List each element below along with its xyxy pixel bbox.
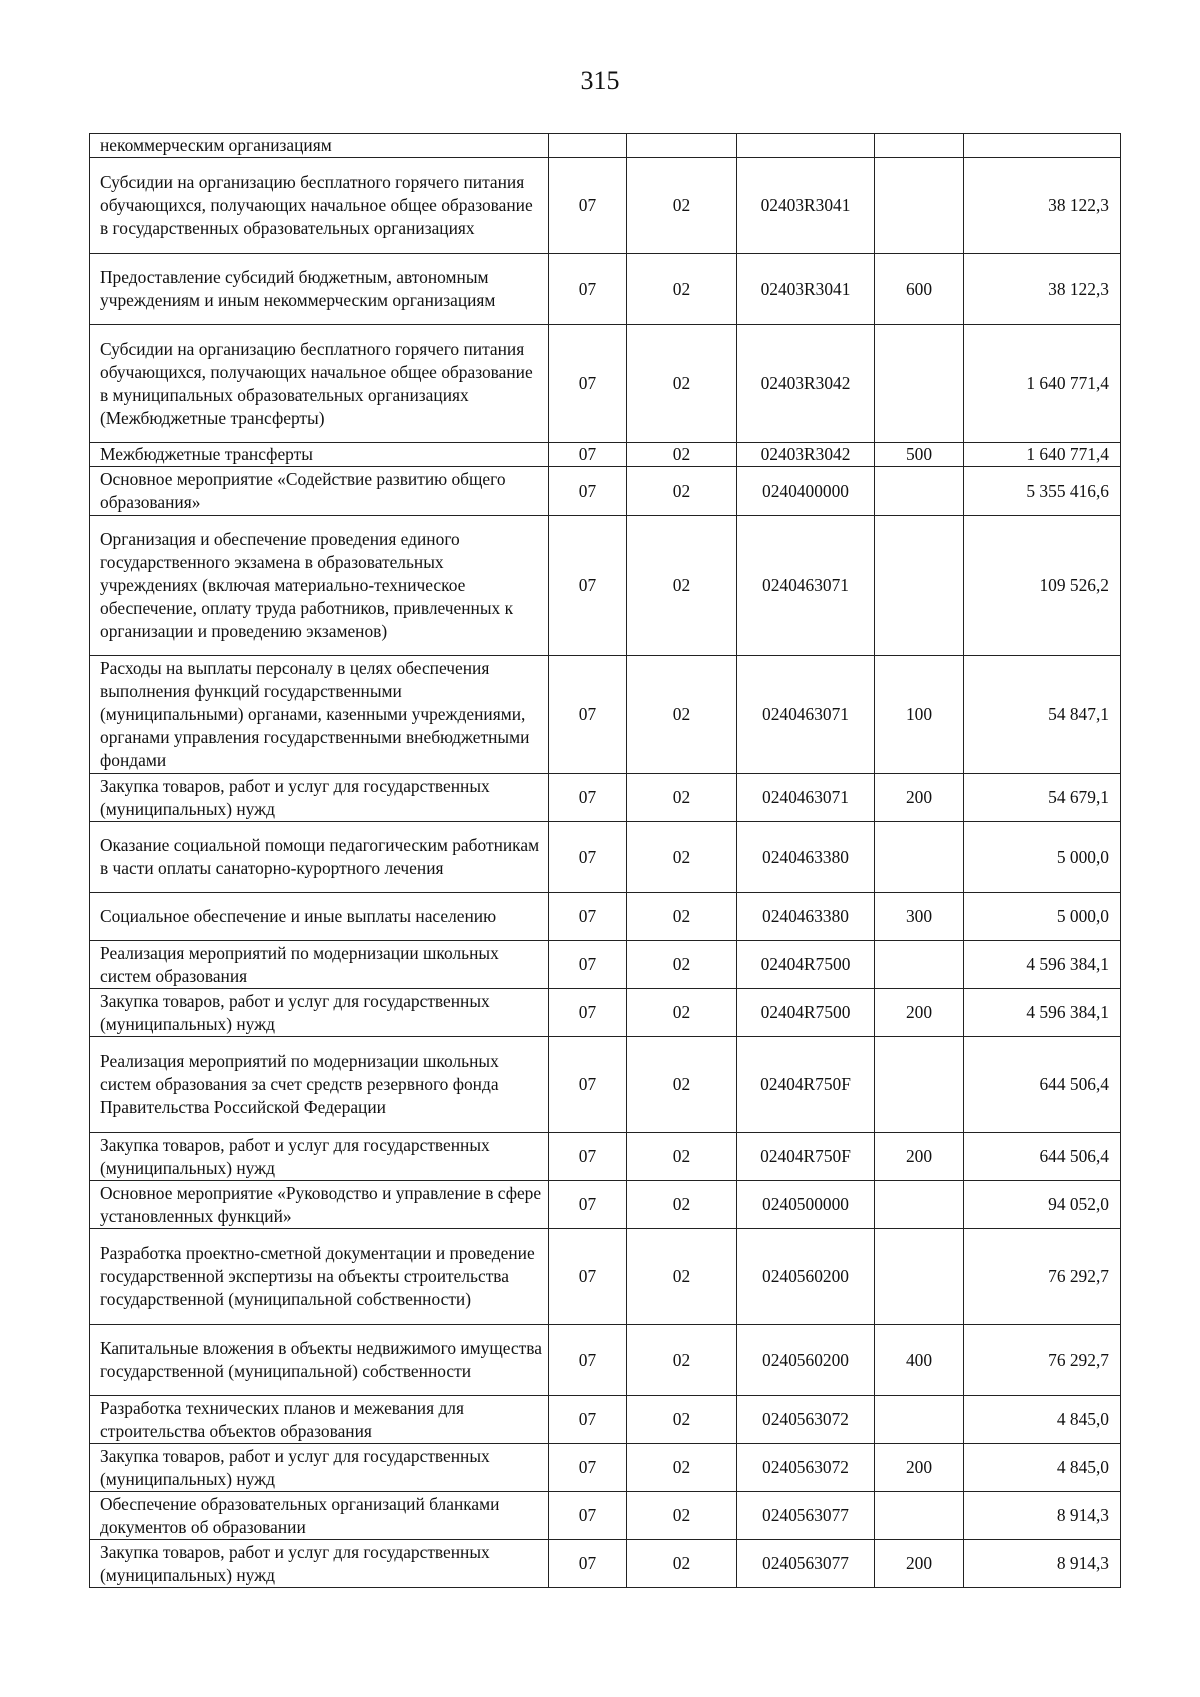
subsection-code-cell: 02: [627, 254, 737, 325]
subsection-code-cell: 02: [627, 774, 737, 822]
amount-cell: 1 640 771,4: [964, 325, 1121, 443]
expense-name-cell: Закупка товаров, работ и услуг для государственных (муниципальных) нужд: [90, 1133, 549, 1181]
amount-cell: 5 000,0: [964, 822, 1121, 893]
budget-table-body: [90, 134, 1121, 1588]
expense-type-cell: [875, 1181, 964, 1229]
expense-type-cell: 200: [875, 1133, 964, 1181]
subsection-code-cell: 02: [627, 467, 737, 516]
section-code-cell: 07: [549, 656, 627, 774]
section-code-cell: 07: [549, 1133, 627, 1181]
target-article-cell: 0240563072: [737, 1444, 875, 1492]
section-code-cell: 07: [549, 325, 627, 443]
target-article-cell: 0240463071: [737, 774, 875, 822]
section-code-cell: 07: [549, 1396, 627, 1444]
expense-name-cell: Закупка товаров, работ и услуг для государственных (муниципальных) нужд: [90, 1444, 549, 1492]
target-article-cell: 0240563072: [737, 1396, 875, 1444]
budget-table: [89, 133, 1121, 1588]
table-row: [90, 158, 1121, 254]
subsection-code-cell: 02: [627, 1037, 737, 1133]
amount-cell: [964, 134, 1121, 158]
amount-cell: 8 914,3: [964, 1540, 1121, 1588]
amount-cell: 8 914,3: [964, 1492, 1121, 1540]
target-article-cell: 0240400000: [737, 467, 875, 516]
target-article-cell: 0240500000: [737, 1181, 875, 1229]
expense-type-cell: 200: [875, 1540, 964, 1588]
subsection-code-cell: 02: [627, 516, 737, 656]
subsection-code-cell: 02: [627, 443, 737, 467]
expense-name-cell: Реализация мероприятий по модернизации школьных систем образования за счет средств резервного фонда Правительства Российской Федерации: [90, 1037, 549, 1133]
section-code-cell: 07: [549, 1492, 627, 1540]
expense-name-cell: Оказание социальной помощи педагогическим работникам в части оплаты санаторно-курортного лечения: [90, 822, 549, 893]
expense-type-cell: 400: [875, 1325, 964, 1396]
expense-type-cell: [875, 467, 964, 516]
expense-type-cell: [875, 325, 964, 443]
subsection-code-cell: 02: [627, 656, 737, 774]
section-code-cell: 07: [549, 1444, 627, 1492]
amount-cell: 76 292,7: [964, 1325, 1121, 1396]
amount-cell: 94 052,0: [964, 1181, 1121, 1229]
target-article-cell: 02403R3042: [737, 443, 875, 467]
table-row: [90, 467, 1121, 516]
table-row: [90, 325, 1121, 443]
target-article-cell: 0240463071: [737, 656, 875, 774]
section-code-cell: [549, 134, 627, 158]
target-article-cell: 0240463380: [737, 822, 875, 893]
section-code-cell: 07: [549, 254, 627, 325]
expense-type-cell: [875, 134, 964, 158]
expense-name-cell: Закупка товаров, работ и услуг для государственных (муниципальных) нужд: [90, 1540, 549, 1588]
expense-name-cell: Основное мероприятие «Содействие развитию общего образования»: [90, 467, 549, 516]
target-article-cell: 0240563077: [737, 1492, 875, 1540]
expense-type-cell: [875, 516, 964, 656]
target-article-cell: 02404R750F: [737, 1133, 875, 1181]
expense-name-cell: Закупка товаров, работ и услуг для государственных (муниципальных) нужд: [90, 989, 549, 1037]
table-row: [90, 774, 1121, 822]
expense-name-cell: Межбюджетные трансферты: [90, 443, 549, 467]
table-row: [90, 1492, 1121, 1540]
expense-type-cell: [875, 1037, 964, 1133]
target-article-cell: 02404R7500: [737, 941, 875, 989]
section-code-cell: 07: [549, 516, 627, 656]
expense-name-cell: Расходы на выплаты персоналу в целях обеспечения выполнения функций государственными (муниципальными) органами, казенными учреждениями, органами управления государственными внебюджетными фондами: [90, 656, 549, 774]
table-row: [90, 1444, 1121, 1492]
section-code-cell: 07: [549, 158, 627, 254]
amount-cell: 54 679,1: [964, 774, 1121, 822]
subsection-code-cell: 02: [627, 1540, 737, 1588]
table-row: [90, 1181, 1121, 1229]
target-article-cell: 0240560200: [737, 1229, 875, 1325]
amount-cell: 5 000,0: [964, 893, 1121, 941]
expense-type-cell: [875, 158, 964, 254]
expense-name-cell: Субсидии на организацию бесплатного горячего питания обучающихся, получающих начальное общее образование в муниципальных образовательных организациях (Межбюджетные трансферты): [90, 325, 549, 443]
expense-type-cell: 300: [875, 893, 964, 941]
amount-cell: 76 292,7: [964, 1229, 1121, 1325]
table-row: [90, 1540, 1121, 1588]
section-code-cell: 07: [549, 1037, 627, 1133]
amount-cell: 38 122,3: [964, 158, 1121, 254]
expense-name-cell: Основное мероприятие «Руководство и управление в сфере установленных функций»: [90, 1181, 549, 1229]
target-article-cell: 02403R3041: [737, 254, 875, 325]
subsection-code-cell: 02: [627, 822, 737, 893]
subsection-code-cell: 02: [627, 1492, 737, 1540]
target-article-cell: 02403R3041: [737, 158, 875, 254]
expense-name-cell: Разработка проектно-сметной документации и проведение государственной экспертизы на объекты строительства государственной (муниципальной собственности): [90, 1229, 549, 1325]
table-row: [90, 893, 1121, 941]
expense-type-cell: [875, 1396, 964, 1444]
amount-cell: 4 845,0: [964, 1444, 1121, 1492]
expense-type-cell: [875, 822, 964, 893]
page-number: 315: [580, 66, 620, 95]
subsection-code-cell: 02: [627, 1181, 737, 1229]
section-code-cell: 07: [549, 941, 627, 989]
amount-cell: 4 596 384,1: [964, 941, 1121, 989]
expense-type-cell: 200: [875, 989, 964, 1037]
expense-name-cell: Организация и обеспечение проведения единого государственного экзамена в образовательных учреждениях (включая материально-техническое обеспечение, оплату труда работников, привлеченных к организации и проведению экзаменов): [90, 516, 549, 656]
table-row: [90, 1396, 1121, 1444]
expense-name-cell: Капитальные вложения в объекты недвижимого имущества государственной (муниципальной) собственности: [90, 1325, 549, 1396]
amount-cell: 1 640 771,4: [964, 443, 1121, 467]
expense-name-cell: Предоставление субсидий бюджетным, автономным учреждениям и иным некоммерческим организациям: [90, 254, 549, 325]
target-article-cell: 0240463380: [737, 893, 875, 941]
subsection-code-cell: 02: [627, 1133, 737, 1181]
table-row: [90, 1037, 1121, 1133]
table-row: [90, 941, 1121, 989]
target-article-cell: 02404R750F: [737, 1037, 875, 1133]
expense-name-cell: Субсидии на организацию бесплатного горячего питания обучающихся, получающих начальное общее образование в государственных образовательных организациях: [90, 158, 549, 254]
amount-cell: 38 122,3: [964, 254, 1121, 325]
section-code-cell: 07: [549, 822, 627, 893]
table-row: [90, 1229, 1121, 1325]
expense-name-cell: Обеспечение образовательных организаций бланками документов об образовании: [90, 1492, 549, 1540]
target-article-cell: [737, 134, 875, 158]
expense-type-cell: 200: [875, 774, 964, 822]
amount-cell: 5 355 416,6: [964, 467, 1121, 516]
expense-name-cell: Закупка товаров, работ и услуг для государственных (муниципальных) нужд: [90, 774, 549, 822]
amount-cell: 644 506,4: [964, 1133, 1121, 1181]
table-row: [90, 989, 1121, 1037]
subsection-code-cell: 02: [627, 158, 737, 254]
expense-type-cell: [875, 941, 964, 989]
target-article-cell: 0240563077: [737, 1540, 875, 1588]
expense-name-cell: Разработка технических планов и межевания для строительства объектов образования: [90, 1396, 549, 1444]
table-row: [90, 254, 1121, 325]
target-article-cell: 02404R7500: [737, 989, 875, 1037]
subsection-code-cell: 02: [627, 941, 737, 989]
table-row: [90, 1325, 1121, 1396]
expense-type-cell: 100: [875, 656, 964, 774]
amount-cell: 4 845,0: [964, 1396, 1121, 1444]
expense-name-cell: некоммерческим организациям: [90, 134, 549, 158]
expense-name-cell: Реализация мероприятий по модернизации школьных систем образования: [90, 941, 549, 989]
expense-type-cell: 500: [875, 443, 964, 467]
subsection-code-cell: 02: [627, 1444, 737, 1492]
subsection-code-cell: 02: [627, 1229, 737, 1325]
expense-type-cell: [875, 1229, 964, 1325]
expense-type-cell: [875, 1492, 964, 1540]
section-code-cell: 07: [549, 893, 627, 941]
subsection-code-cell: [627, 134, 737, 158]
subsection-code-cell: 02: [627, 989, 737, 1037]
table-row: [90, 1133, 1121, 1181]
target-article-cell: 0240463071: [737, 516, 875, 656]
section-code-cell: 07: [549, 467, 627, 516]
table-row: [90, 822, 1121, 893]
section-code-cell: 07: [549, 1540, 627, 1588]
amount-cell: 109 526,2: [964, 516, 1121, 656]
section-code-cell: 07: [549, 443, 627, 467]
subsection-code-cell: 02: [627, 1396, 737, 1444]
table-row: [90, 443, 1121, 467]
amount-cell: 4 596 384,1: [964, 989, 1121, 1037]
amount-cell: 54 847,1: [964, 656, 1121, 774]
subsection-code-cell: 02: [627, 325, 737, 443]
subsection-code-cell: 02: [627, 893, 737, 941]
section-code-cell: 07: [549, 1229, 627, 1325]
subsection-code-cell: 02: [627, 1325, 737, 1396]
expense-type-cell: 200: [875, 1444, 964, 1492]
expense-type-cell: 600: [875, 254, 964, 325]
section-code-cell: 07: [549, 1181, 627, 1229]
target-article-cell: 02403R3042: [737, 325, 875, 443]
section-code-cell: 07: [549, 1325, 627, 1396]
amount-cell: 644 506,4: [964, 1037, 1121, 1133]
expense-name-cell: Социальное обеспечение и иные выплаты населению: [90, 893, 549, 941]
target-article-cell: 0240560200: [737, 1325, 875, 1396]
section-code-cell: 07: [549, 774, 627, 822]
table-row: [90, 656, 1121, 774]
section-code-cell: 07: [549, 989, 627, 1037]
table-row: [90, 516, 1121, 656]
table-row: [90, 134, 1121, 158]
